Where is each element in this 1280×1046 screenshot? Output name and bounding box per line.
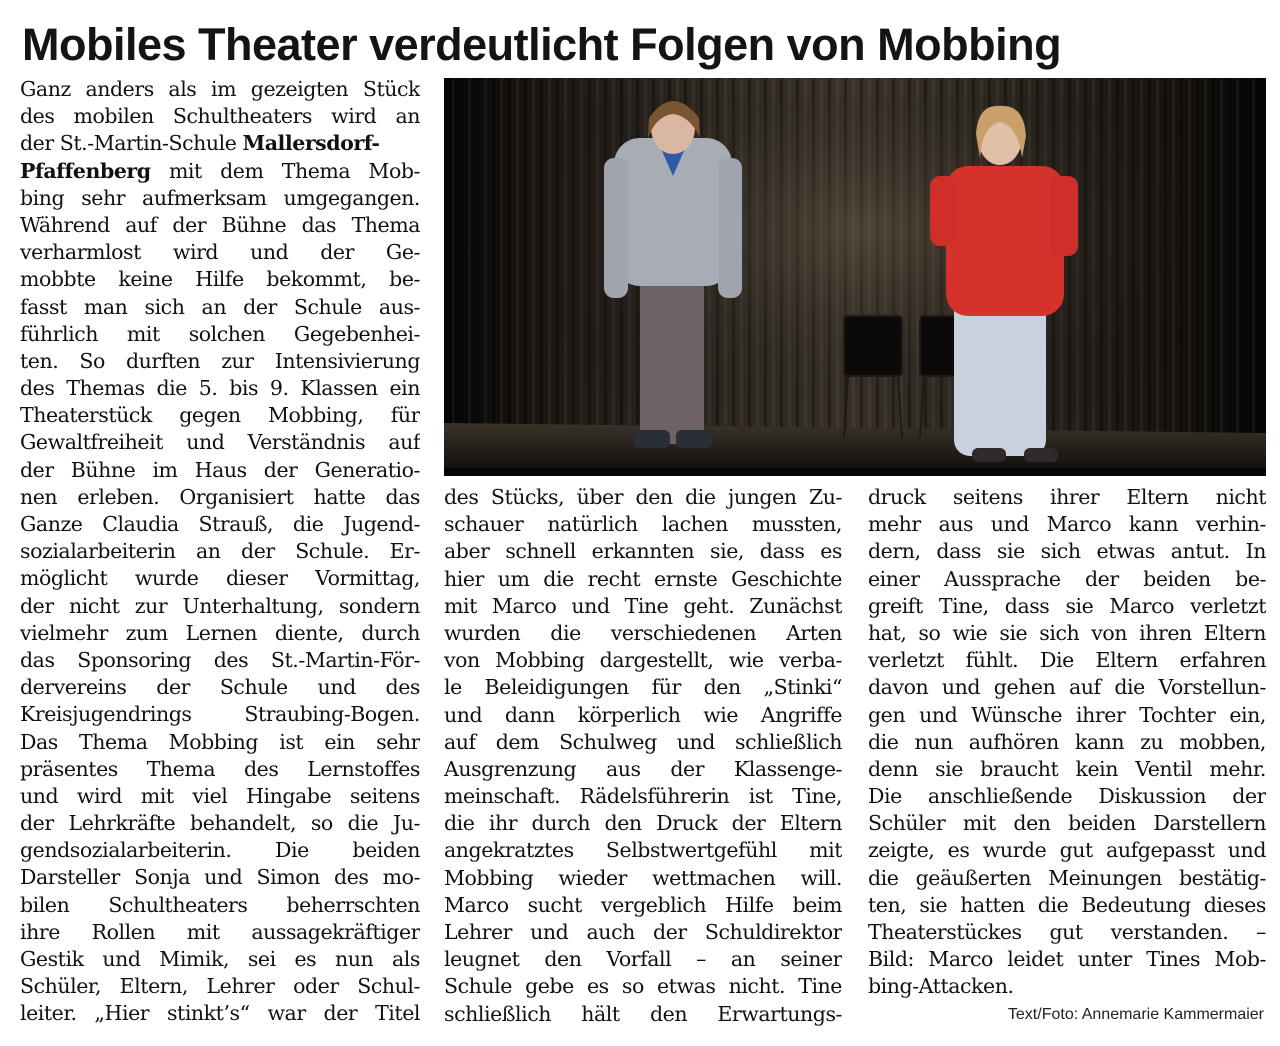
text-line: davon und gehen auf die Vorstellun-: [868, 675, 1266, 700]
text-fragment: mit dem Thema Mob-: [150, 158, 420, 183]
text-line: wurden die verschiedenen Arten: [444, 620, 842, 645]
text-line: schließlich hält den Erwartungs-: [444, 1001, 842, 1026]
text-line: bing sehr aufmerksam umgegangen.: [20, 185, 420, 210]
text-line: Ganz anders als im gezeigten Stück: [20, 77, 420, 101]
text-line: Theaterstück gegen Mobbing, für: [20, 403, 420, 428]
column-2: [444, 484, 842, 1028]
text-line: zeigte, es wurde gut aufgepasst und: [868, 838, 1266, 863]
text-line: [20, 130, 420, 157]
text-line: leiter. „Hier stinkt’s“ war der Titel: [20, 1001, 420, 1026]
text-line: führlich mit solchen Gegebenhei-: [20, 321, 420, 346]
text-line: Ausgrenzung aus der Klassenge-: [444, 756, 842, 781]
text-line: möglicht wurde dieser Vormittag,: [20, 566, 420, 591]
text-line: die ihr durch den Druck der Eltern: [444, 811, 842, 836]
text-line: die geäußerten Meinungen bestätig-: [868, 865, 1266, 890]
text-line: [20, 158, 420, 185]
text-line: auf dem Schulweg und schließlich: [444, 729, 842, 754]
text-line: der Bühne im Haus der Generatio-: [20, 457, 420, 482]
text-line: leugnet den Vorfall – an seiner: [444, 947, 842, 972]
headline: Mobiles Theater verdeutlicht Folgen von Mobbing: [22, 19, 1062, 70]
text-fragment: der St.-Martin-Schule: [20, 131, 237, 156]
text-line: des Stücks, über den die jungen Zu-: [444, 485, 842, 509]
text-line: ten. So durften zur Intensivierung: [20, 348, 420, 373]
place-name-bold: Mallersdorf-: [242, 131, 380, 156]
text-line: der Lehrkräfte behandelt, so die Ju-: [20, 811, 420, 836]
text-line: die nun aufhören kann zu mobben,: [868, 729, 1266, 754]
text-line: Kreisjugendrings Straubing-Bogen.: [20, 702, 420, 727]
text-line: des Themas die 5. bis 9. Klassen ein: [20, 376, 420, 401]
photo-credit: Text/Foto: Annemarie Kammermaier: [1007, 1006, 1264, 1023]
text-line: Marco sucht vergeblich Hilfe beim: [444, 892, 842, 917]
text-line: mehr aus und Marco kann verhin-: [868, 512, 1266, 537]
text-line: schauer natürlich lachen mussten,: [444, 512, 842, 537]
text-line: Schüler mit den beiden Darstellern: [868, 811, 1266, 836]
text-line: der nicht zur Unterhaltung, sondern: [20, 593, 420, 618]
text-line: Schüler, Eltern, Lehrer oder Schul-: [20, 974, 420, 999]
text-line: verharmlost wird und der Ge-: [20, 240, 420, 265]
text-line: einer Aussprache der beiden be-: [868, 566, 1266, 591]
text-line: nen erleben. Organisiert hatte das: [20, 484, 420, 509]
text-line: aber schnell erkannten sie, dass es: [444, 539, 842, 564]
text-line: bing-Attacken.: [868, 974, 1014, 999]
text-line: meinschaft. Rädelsführerin ist Tine,: [444, 784, 842, 809]
text-line: denn sie braucht kein Ventil mehr.: [868, 756, 1266, 781]
text-line: und dann körperlich wie Angriffe: [444, 702, 842, 727]
text-line: angekratztes Selbstwertgefühl mit: [444, 838, 842, 863]
text-line: le Beleidigungen für den „Stinki“: [444, 675, 842, 700]
text-line: gendsozialarbeiterin. Die beiden: [20, 838, 420, 863]
text-line: Darsteller Sonja und Simon des mo-: [20, 865, 420, 890]
text-line: verletzt fühlt. Die Eltern erfahren: [868, 648, 1266, 673]
text-line: Ganze Claudia Strauß, die Jugend-: [20, 512, 420, 536]
text-line: von Mobbing dargestellt, wie verba-: [444, 648, 842, 673]
text-line: Theaterstückes gut verstanden. –: [868, 920, 1266, 944]
text-line: Das Thema Mobbing ist ein sehr: [20, 729, 420, 754]
text-line: mobbte keine Hilfe bekommt, be-: [20, 267, 420, 292]
text-line: gen und Wünsche ihrer Tochter ein,: [868, 702, 1266, 727]
text-line: bilen Schultheaters beherrschten: [20, 892, 420, 917]
text-line: Gestik und Mimik, sei es nun als: [20, 947, 420, 971]
text-line: Schule gebe es so etwas nicht. Tine: [444, 974, 842, 999]
text-line: Lehrer und auch der Schuldirektor: [444, 920, 842, 944]
column-3: [868, 484, 1266, 1001]
text-line: vielmehr zum Lernen diente, durch: [20, 620, 420, 645]
text-line: ten, sie hatten die Bedeutung dieses: [868, 892, 1266, 917]
text-line: und wird mit viel Hingabe seitens: [20, 783, 420, 808]
text-line: Die anschließende Diskussion der: [868, 784, 1266, 809]
text-line: präsentes Thema des Lernstoffes: [20, 756, 420, 781]
text-line: hier um die recht ernste Geschichte: [444, 566, 842, 591]
text-line: Bild: Marco leidet unter Tines Mob-: [868, 947, 1266, 972]
text-line: sozialarbeiterin an der Schule. Er-: [20, 539, 420, 564]
text-line: greift Tine, dass sie Marco verletzt: [868, 593, 1266, 618]
stage-photo: [444, 78, 1266, 476]
place-name-bold: Pfaffenberg: [20, 158, 151, 183]
text-line: das Sponsoring des St.-Martin-För-: [20, 647, 420, 672]
text-line: mit Marco und Tine geht. Zunächst: [444, 593, 842, 618]
column-1: [20, 76, 420, 1028]
text-line: ihre Rollen mit aussagekräftiger: [20, 919, 420, 944]
text-line: Während auf der Bühne das Thema: [20, 212, 420, 237]
text-line: dern, dass sie sich etwas antut. In: [868, 539, 1266, 564]
text-line: dervereins der Schule und des: [20, 675, 420, 700]
text-line: druck seitens ihrer Eltern nicht: [868, 485, 1266, 509]
text-line: Mobbing wieder wettmachen will.: [444, 865, 842, 890]
text-line: fasst man sich an der Schule aus-: [20, 294, 420, 319]
text-line: hat, so wie sie sich von ihren Eltern: [868, 620, 1266, 645]
text-line: Gewaltfreiheit und Verständnis auf: [20, 430, 420, 455]
text-line: des mobilen Schultheaters wird an: [20, 104, 420, 129]
